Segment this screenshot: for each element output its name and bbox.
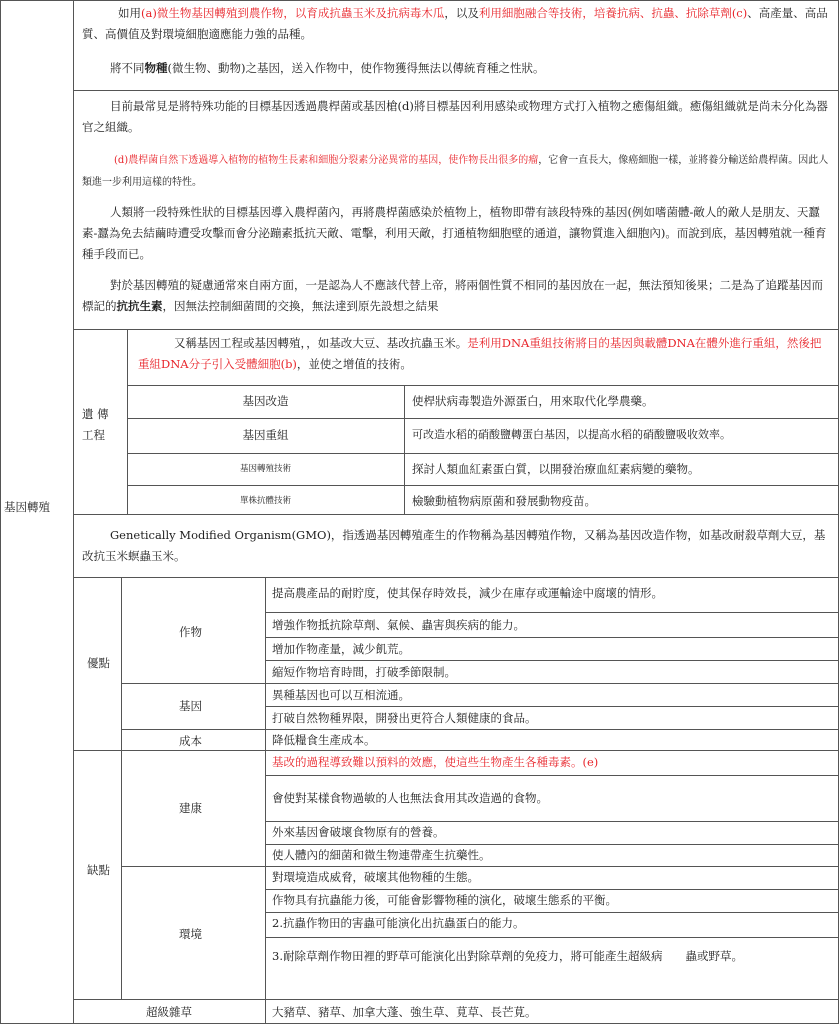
env-disadvantage: 3.耐除草劑作物田裡的野草可能演化出對除草劑的免疫力，將可能產生超級病 蟲或野草。 bbox=[272, 949, 743, 963]
genetic-eng-label-top: 遺 傳 bbox=[82, 407, 109, 421]
env-disadvantage: 2.抗蟲作物田的害蟲可能演化出抗蟲蛋白的能力。 bbox=[272, 916, 525, 930]
divider bbox=[127, 485, 839, 486]
side-label: 基因轉殖 bbox=[4, 500, 50, 514]
tech-name: 單株抗體技術 bbox=[239, 496, 291, 506]
crop-label: 作物 bbox=[179, 625, 202, 639]
divider bbox=[404, 385, 405, 514]
methods-paragraph-3: 人類將一段特殊性狀的目標基因導入農桿菌內，再將農桿菌感染於植物上，植物即帶有該段特殊的基因(例如嗜菌體-敵人的敵人是朋友、天蠶素-蠶為免去結繭時遭受攻擊而會分泌蹦素抵抗天敵、電擊，利用天敵，打通植物細胞壁的通道，讓物質進入細胞內)。而說到底，基因轉殖就一種育種手段而已。 bbox=[82, 205, 827, 261]
divider bbox=[265, 937, 839, 938]
health-disadvantage: 使人體內的細菌和微生物連帶產生抗藥性。 bbox=[272, 848, 491, 862]
intro-paragraph-2: 將不同物種(微生物、動物)之基因，送入作物中，使作物獲得無法以傳統育種之性狀。 bbox=[110, 61, 545, 75]
divider bbox=[73, 577, 839, 578]
tech-desc: 可改造水稻的硝酸鹽轉蛋白基因，以提高水稻的硝酸鹽吸收效率。 bbox=[412, 428, 731, 441]
divider bbox=[73, 329, 839, 330]
superweed-label: 超級雜草 bbox=[146, 1005, 192, 1019]
environment-label: 環境 bbox=[179, 927, 202, 941]
health-disadvantage: 會使對某樣食物過敏的人也無法食用其改造過的食物。 bbox=[272, 791, 548, 805]
crop-advantage: 增強作物抵抗除草劑、氣候、蟲害與疾病的能力。 bbox=[272, 618, 525, 632]
divider bbox=[265, 577, 266, 1024]
crop-advantage: 縮短作物培育時間，打破季節限制。 bbox=[272, 665, 456, 679]
divider bbox=[265, 775, 839, 776]
methods-paragraph-2: (d)農桿菌自然下透過導入植物的植物生長素和細胞分裂素分泌異常的基因，使作物長出很多的瘤，它會一直長大，像癌細胞一樣，並將養分輸送給農桿菌。因此人類進一步利用這樣的特性。 bbox=[82, 155, 829, 188]
methods-paragraph-4: 對於基因轉殖的疑慮通常來自兩方面，一是認為人不應該代替上帝，將兩個性質不相同的基因放在一起，無法預知後果；二是為了追蹤基因而標記的抗抗生素，因無法控制細菌間的交換，無法達到原先設想之結果 bbox=[82, 278, 823, 313]
genetic-eng-description: 又稱基因工程或基因轉殖，，如基改大豆、基改抗蟲玉米。是利用DNA重組技術將目的基因與載體DNA在體外進行重組，然後把重組DNA分子引入受體細胞(b)，並使之增值的技術。 bbox=[138, 336, 822, 371]
divider bbox=[265, 612, 839, 613]
genetic-eng-label-bottom: 工程 bbox=[82, 428, 105, 442]
tech-desc: 使桿狀病毒製造外源蛋白，用來取代化學農藥。 bbox=[412, 394, 654, 408]
divider bbox=[265, 637, 839, 638]
gmo-paragraph: Genetically Modified Organism(GMO)，指透過基因轉殖產生的作物稱為基因轉殖作物，又稱為基因改造作物，如基改耐殺草劑大豆，基改抗玉米螟蟲玉米。 bbox=[82, 528, 826, 563]
cost-advantage: 降低糧食生產成本。 bbox=[272, 733, 376, 747]
divider bbox=[121, 683, 839, 684]
divider bbox=[265, 706, 839, 707]
divider bbox=[127, 453, 839, 454]
crop-advantage: 增加作物產量，減少飢荒。 bbox=[272, 642, 410, 656]
tech-name: 基因重組 bbox=[242, 428, 289, 442]
health-disadvantage-red: 基改的過程導致難以預料的效應，使這些生物產生各種毒素。(e) bbox=[272, 755, 599, 769]
divider bbox=[73, 750, 839, 751]
superweed-list: 大豬草、豬草、加拿大蓬、強生草、莧草、長芒莧。 bbox=[272, 1005, 537, 1019]
advantages-label: 優點 bbox=[87, 656, 110, 670]
divider bbox=[127, 385, 839, 386]
methods-paragraph-1: 目前最常見是將特殊功能的目標基因透過農桿菌或基因槍(d)將目標基因利用感染或物理方式打入植物之癒傷組織。癒傷組織就是尚未分化為器官之組織。 bbox=[82, 99, 828, 134]
disadvantages-label: 缺點 bbox=[87, 863, 110, 877]
gene-advantage: 打破自然物種界限，開發出更符合人類健康的食品。 bbox=[272, 711, 537, 725]
cost-label: 成本 bbox=[179, 734, 202, 748]
gene-label: 基因 bbox=[179, 699, 202, 713]
tech-desc: 檢驗動植物病原菌和發展動物疫苗。 bbox=[412, 494, 596, 508]
intro-paragraph-1: 如用(a)微生物基因轉殖到農作物，以育成抗蟲玉米及抗病毒木瓜，以及利用細胞融合等技術，培養抗病、抗蟲、抗除草劑(c)、高產量、高品質、高價值及對環境細胞適應能力強的品種。 bbox=[82, 6, 828, 41]
divider bbox=[73, 999, 839, 1000]
tech-desc: 探討人類血紅素蛋白質，以開發治療血紅素病變的藥物。 bbox=[412, 462, 700, 476]
divider bbox=[73, 90, 839, 91]
left-column-divider bbox=[73, 0, 74, 1024]
divider bbox=[127, 418, 839, 419]
tech-name: 基因轉殖技術 bbox=[239, 464, 291, 474]
env-disadvantage: 作物具有抗蟲能力後，可能會影響物種的演化，破壞生態系的平衡。 bbox=[272, 893, 617, 907]
genetic-eng-divider bbox=[127, 329, 128, 514]
genetic-eng-label bbox=[82, 404, 127, 446]
tech-name: 基因改造 bbox=[242, 394, 289, 408]
gene-advantage: 異種基因也可以互相流通。 bbox=[272, 688, 410, 702]
crop-advantage: 提高農產品的耐貯度，使其保存時效長，減少在庫存或運輸途中腐壞的情形。 bbox=[272, 586, 663, 600]
divider bbox=[265, 660, 839, 661]
health-disadvantage: 外來基因會破壞食物原有的營養。 bbox=[272, 825, 445, 839]
env-disadvantage: 對環境造成威脅，破壞其他物種的生態。 bbox=[272, 870, 479, 884]
divider bbox=[121, 577, 122, 999]
health-label: 建康 bbox=[179, 801, 202, 815]
divider bbox=[73, 514, 839, 515]
